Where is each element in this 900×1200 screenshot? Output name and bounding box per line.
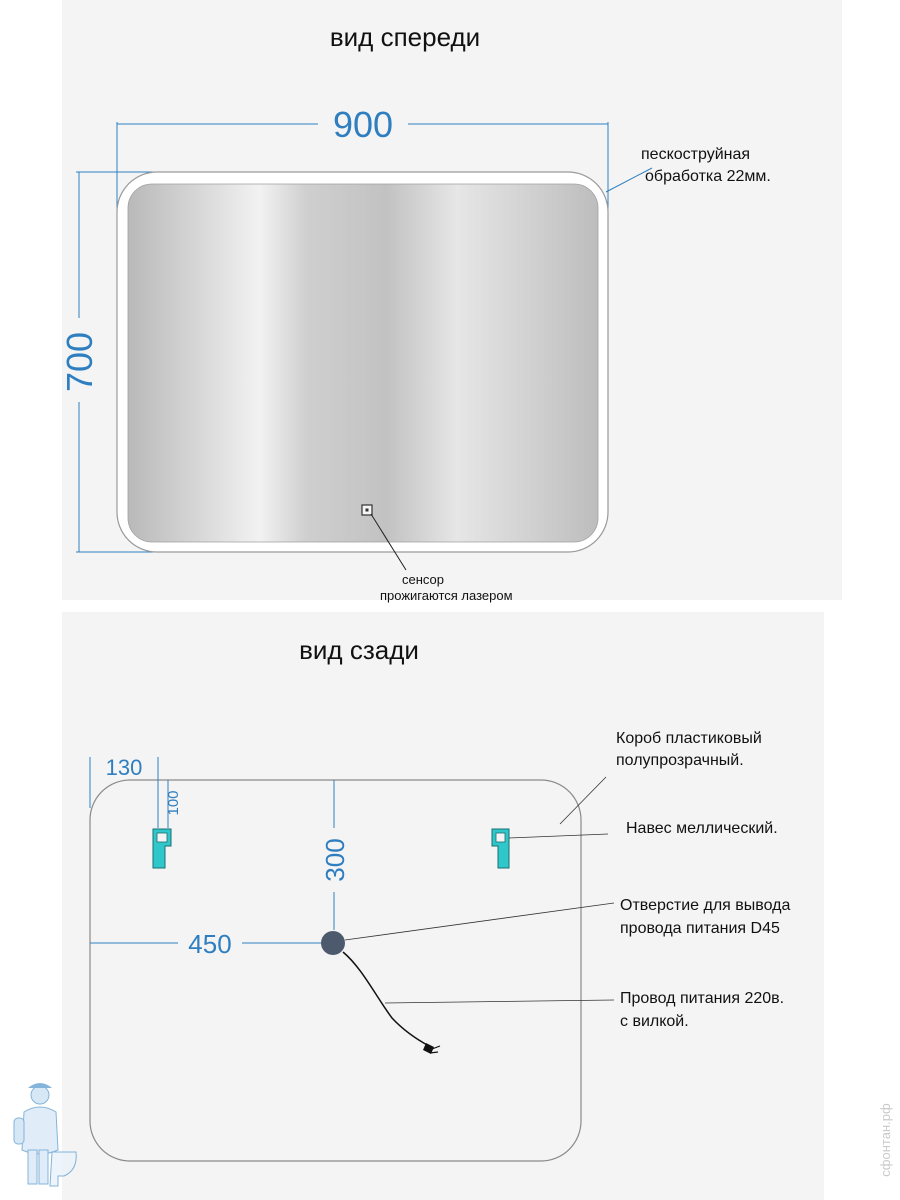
cable-note-line1: Провод питания 220в. [620, 990, 785, 1007]
hanger-note: Навес меллический. [626, 820, 778, 837]
front-view-title: вид спереди [329, 22, 481, 52]
cable-note-line2: с вилкой. [620, 1013, 689, 1030]
plumber-logo-icon [14, 1083, 76, 1186]
watermark-text: сфонтан.рф [878, 1103, 893, 1177]
dim-300-label: 300 [320, 838, 350, 882]
dim-450-label: 450 [188, 929, 232, 959]
height-label: 700 [59, 331, 100, 393]
hole-note-line2: провода питания D45 [620, 920, 780, 937]
hole-note-line1: Отверстие для вывода [620, 897, 791, 914]
mirror-glass [128, 184, 598, 542]
sensor-note-line2: прожигаются лазером [380, 588, 513, 603]
box-note-line2: полупрозрачный. [616, 752, 744, 769]
dim-130-label: 130 [105, 755, 143, 780]
width-label: 900 [332, 104, 394, 145]
dim-100-label: 100 [165, 790, 182, 816]
back-view-title: вид сзади [299, 635, 419, 665]
sensor-icon [362, 505, 372, 515]
box-note-line1: Короб пластиковый [616, 730, 762, 747]
sandblast-note-line1: пескоструйная [641, 146, 751, 163]
sensor-note-line1: сенсор [402, 572, 445, 587]
sandblast-note-line2: обработка 22мм. [645, 168, 771, 185]
cable-hole [321, 931, 345, 955]
